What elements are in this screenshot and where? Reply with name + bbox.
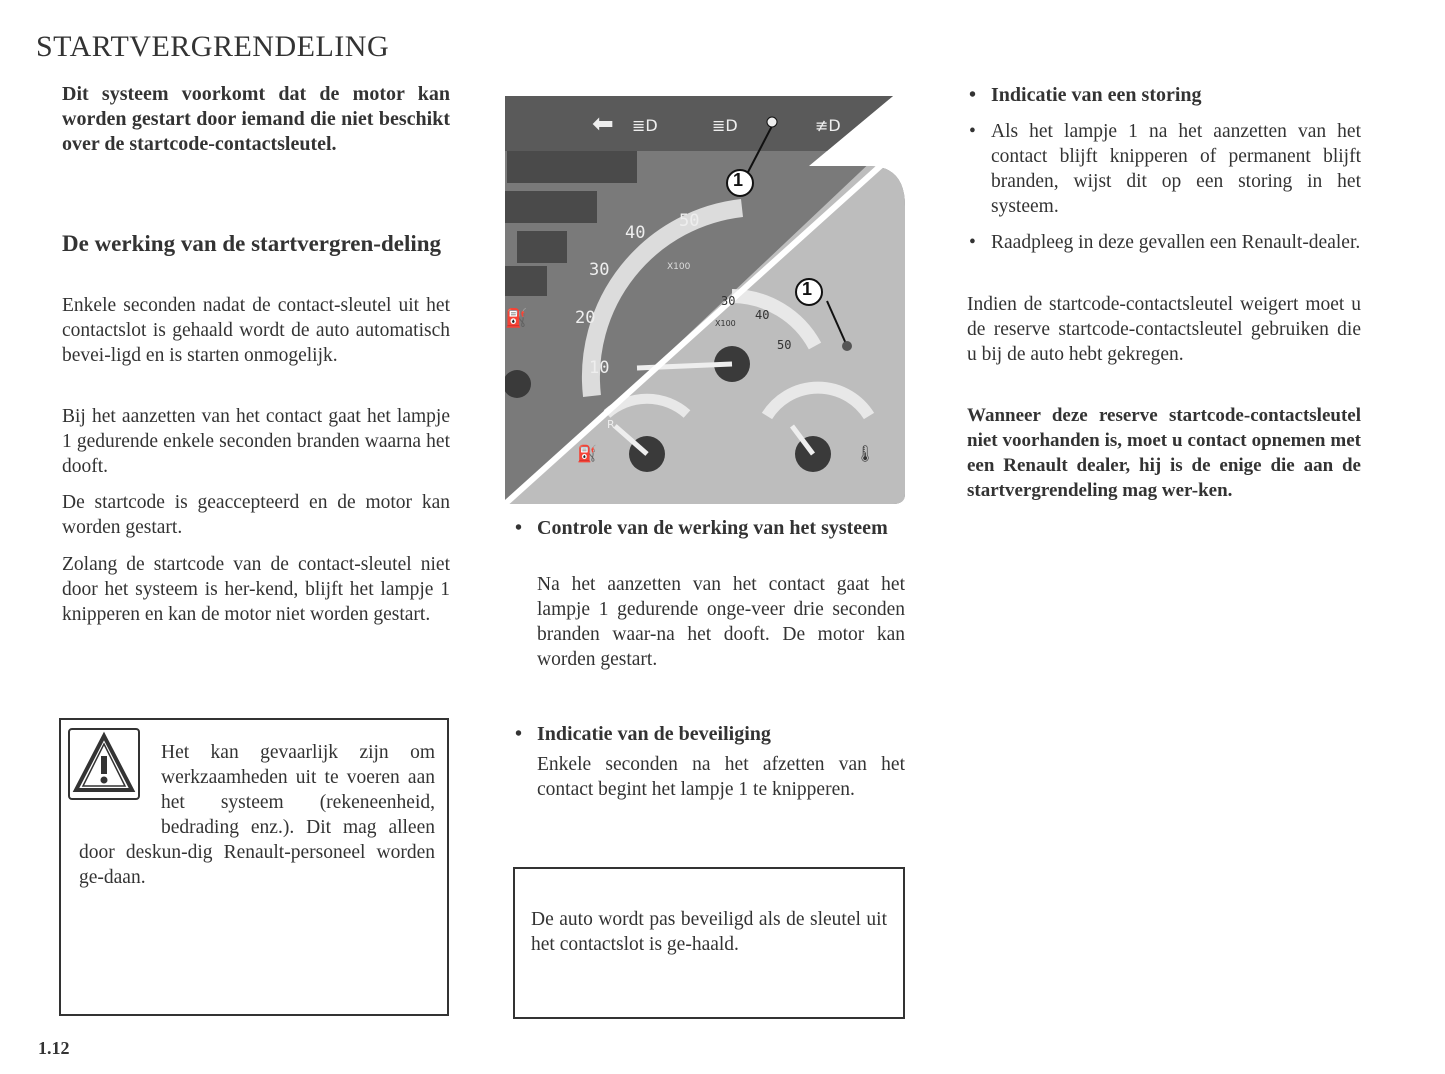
small-label-40: 40 — [755, 308, 770, 322]
fuel-icon-small: ⛽ — [505, 308, 528, 329]
fuel-label: R — [607, 418, 615, 431]
paragraph-4: Zolang de startcode van de contact-sleutel niet door het systeem is her-kend, blijft het lampje 1 knipperen en kan de motor niet worden gestart. — [62, 554, 450, 625]
svg-text:⬅: ⬅ — [592, 109, 614, 139]
intro-text: Dit systeem voorkomt dat de motor kan worden gestart door iemand die niet beschikt over de startcode-contactsleutel. — [62, 83, 450, 155]
small-unit: X100 — [715, 319, 736, 328]
paragraph-2: Bij het aanzetten van het contact gaat het lampje 1 gedurende enkele seconden branden waarna het dooft. — [62, 406, 450, 477]
temperature-icon: 🌡 — [855, 444, 876, 463]
note-text: De auto wordt pas beveiligd als de sleutel uit het contactslot is ge-haald. — [531, 909, 887, 955]
speed-label-30: 30 — [589, 260, 610, 280]
warning-text: Het kan gevaarlijk zijn om werkzaamheden uit te voeren aan het systeem (rekeneenheid, bedrading enz.). Dit mag alleen door deskun-dig Renault-personeel worden ge-daan. — [79, 742, 435, 888]
svg-text:≣D: ≣D — [632, 116, 658, 135]
callout-label-right: 1 — [802, 279, 813, 299]
right-paragraph-1: Indien de startcode-contactsleutel weigert moet u de reserve startcode-contactsleutel gebruiken die u bij de auto hebt gekregen. — [967, 294, 1361, 365]
speed-label-50: 50 — [679, 211, 700, 231]
right-paragraph-2: Wanneer deze reserve startcode-contactsleutel niet voorhanden is, moet u contact opnemen met een Renault dealer, hij is de enige die aan de startvergrendeling mag wer-ken. — [967, 405, 1361, 501]
speed-label-40: 40 — [625, 223, 646, 243]
speed-label-10: 10 — [589, 358, 610, 378]
middle-bullet-2-body: Enkele seconden na het afzetten van het contact begint het lampje 1 te knipperen. — [537, 754, 905, 800]
fuel-pump-icon: ⛽ — [577, 444, 597, 463]
page-number: 1.12 — [38, 1038, 70, 1058]
svg-text:≢D: ≢D — [815, 116, 841, 135]
note-box — [513, 867, 905, 1019]
dashboard-illustration — [497, 96, 905, 504]
right-bullet-2: • Als het lampje 1 na het aanzetten van het contact blijft knipperen of permanent blijft branden, wijst dit op een storing in het systeem. — [969, 121, 1361, 217]
right-bullet-1-heading: • Indicatie van een storing — [969, 84, 1202, 106]
page-title: STARTVERGRENDELING — [36, 30, 390, 63]
middle-bullet-1-heading: • Controle van de werking van het systeem — [515, 517, 888, 539]
paragraph-3: De startcode is geaccepteerd en de motor kan worden gestart. — [62, 492, 450, 538]
speed-unit: X100 — [667, 262, 691, 272]
middle-bullet-1-body: Na het aanzetten van het contact gaat het lampje 1 gedurende onge-veer drie seconden branden waar-na het dooft. De motor kan worden gestart. — [537, 574, 905, 670]
speed-label-20: 20 — [575, 308, 596, 328]
svg-text:≣D: ≣D — [712, 116, 738, 135]
small-label-30: 30 — [721, 294, 736, 308]
paragraph-1: Enkele seconden nadat de contact-sleutel uit het contactslot is gehaald wordt de auto automatisch bevei-ligd en is starten onmogelijk. — [62, 295, 450, 366]
middle-bullet-2-heading: • Indicatie van de beveiliging — [515, 723, 771, 745]
small-label-50: 50 — [777, 338, 792, 352]
warning-box — [59, 718, 449, 1016]
right-bullet-3: • Raadpleeg in deze gevallen een Renault-dealer. — [969, 232, 1361, 253]
section-heading: De werking van de startvergren-deling — [62, 231, 442, 256]
callout-label-top: 1 — [733, 170, 744, 190]
